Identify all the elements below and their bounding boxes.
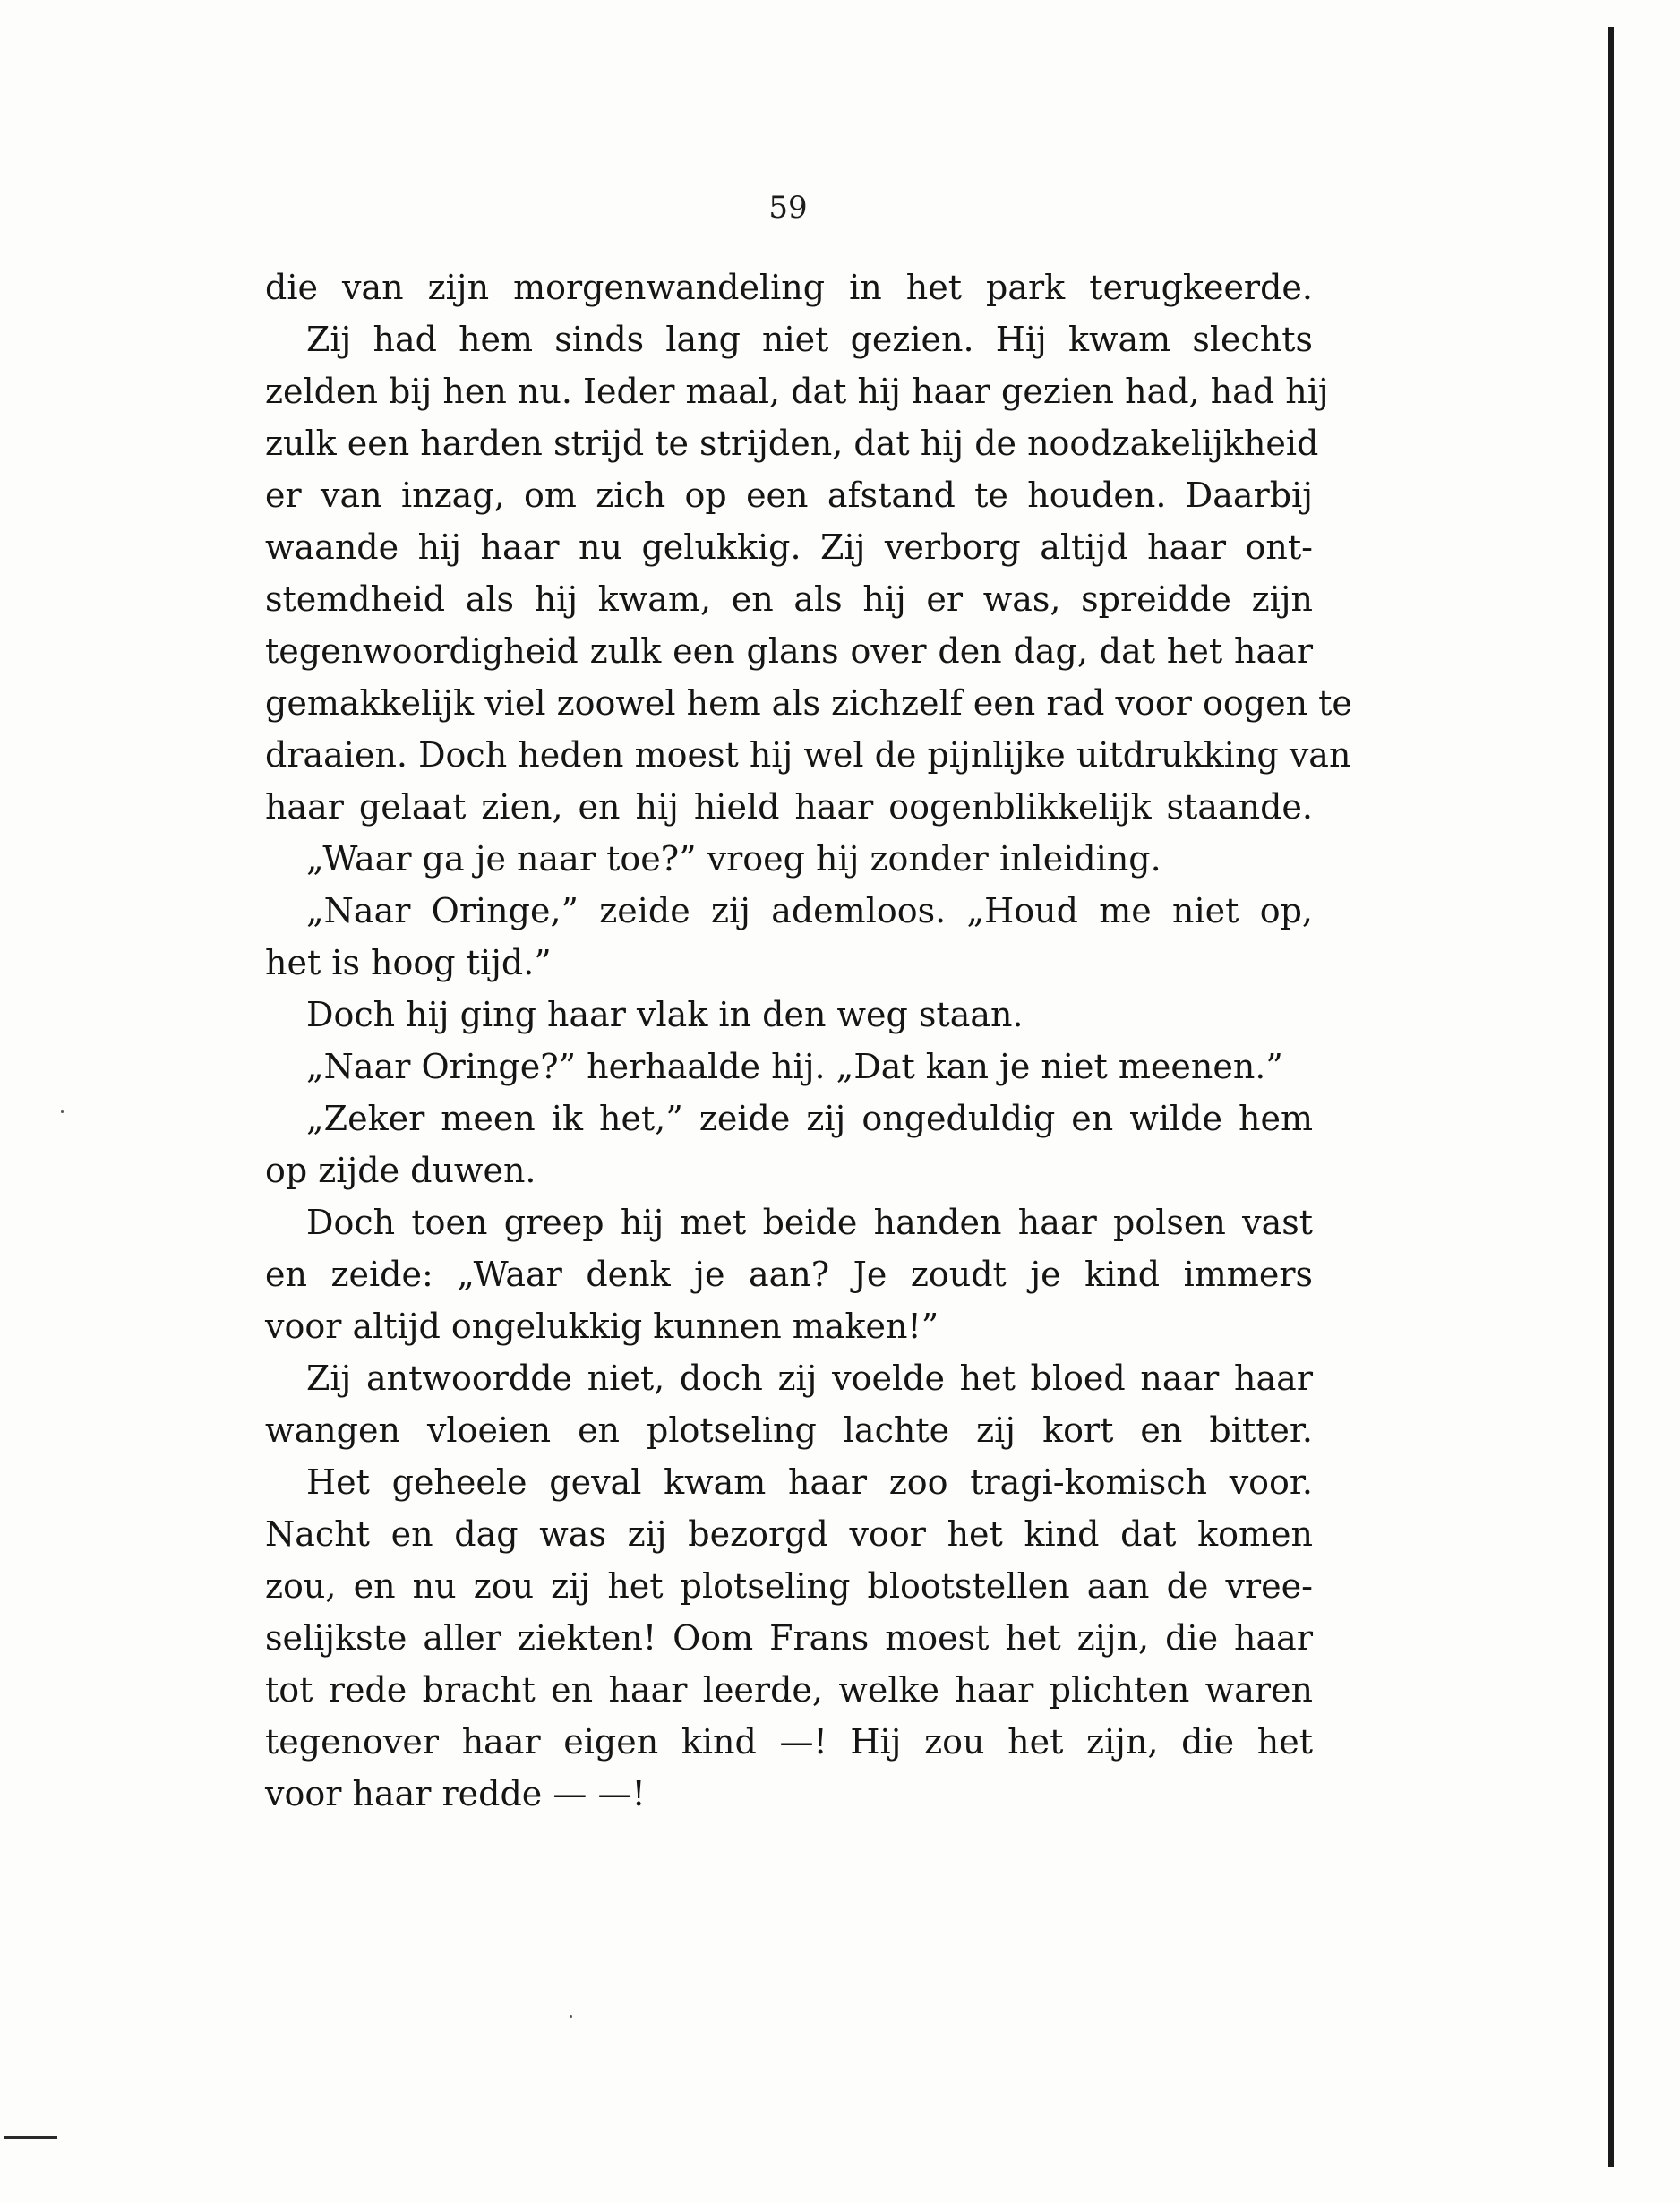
text-line: Zij antwoordde niet, doch zij voelde het bloed naar haar <box>306 1359 1313 1398</box>
text-line: selijkste aller ziekten! Oom Frans moest het zijn, die haar <box>265 1618 1313 1658</box>
text-line: tot rede bracht en haar leerde, welke haar plichten waren <box>265 1670 1313 1710</box>
text-line: „Naar Oringe,” zeide zij ademloos. „Houd me niet op, <box>306 891 1313 930</box>
text-line: Doch hij ging haar vlak in den weg staan. <box>306 995 1024 1034</box>
text-line: draaien. Doch heden moest hij wel de pijnlijke uitdrukking van <box>265 735 1351 775</box>
text-line: Het geheele geval kwam haar zoo tragi-komisch voor. <box>306 1462 1313 1502</box>
text-line: tegenwoordigheid zulk een glans over den dag, dat het haar <box>265 631 1313 671</box>
text-line: gemakkelijk viel zoowel hem als zichzelf een rad voor oogen te <box>265 683 1352 723</box>
text-line: zou, en nu zou zij het plotseling blootstellen aan de vree- <box>265 1566 1313 1606</box>
text-line: wangen vloeien en plotseling lachte zij kort en bitter. <box>265 1410 1313 1450</box>
text-line: stemdheid als hij kwam, en als hij er was, spreidde zijn <box>265 579 1313 619</box>
text-line: waande hij haar nu gelukkig. Zij verborg altijd haar ont- <box>265 527 1313 567</box>
text-line: het is hoog tijd.” <box>265 943 552 982</box>
text-line: voor altijd ongelukkig kunnen maken!” <box>265 1307 939 1346</box>
text-line: zelden bij hen nu. Ieder maal, dat hij haar gezien had, had hij <box>265 372 1329 411</box>
text-line: voor haar redde — —! <box>265 1774 646 1813</box>
text-line: haar gelaat zien, en hij hield haar oogenblikkelijk staande. <box>265 787 1313 827</box>
text-line: Doch toen greep hij met beide handen haar polsen vast <box>306 1203 1313 1242</box>
scan-speck <box>61 1110 64 1113</box>
text-line: Nacht en dag was zij bezorgd voor het kind dat komen <box>265 1514 1313 1554</box>
text-line: die van zijn morgenwandeling in het park terugkeerde. <box>265 268 1313 307</box>
text-line: en zeide: „Waar denk je aan? Je zoudt je kind immers <box>265 1255 1313 1294</box>
page-edge-rule <box>1608 27 1614 2167</box>
text-line: tegenover haar eigen kind —! Hij zou het zijn, die het <box>265 1722 1313 1762</box>
text-line: er van inzag, om zich op een afstand te houden. Daarbij <box>265 476 1313 515</box>
text-line: „Naar Oringe?” herhaalde hij. „Dat kan je niet meenen.” <box>306 1047 1283 1086</box>
text-line: „Zeker meen ik het,” zeide zij ongeduldig en wilde hem <box>306 1099 1313 1138</box>
scan-mark <box>4 2136 57 2139</box>
text-line: zulk een harden strijd te strijden, dat hij de noodzakelijkheid <box>265 424 1319 463</box>
text-line: „Waar ga je naar toe?” vroeg hij zonder inleiding. <box>306 839 1161 879</box>
text-line: op zijde duwen. <box>265 1151 536 1190</box>
page-number: 59 <box>768 190 808 226</box>
body-text <box>265 261 1352 1820</box>
text-line: Zij had hem sinds lang niet gezien. Hij kwam slechts <box>306 320 1313 359</box>
scan-speck <box>570 2015 572 2018</box>
